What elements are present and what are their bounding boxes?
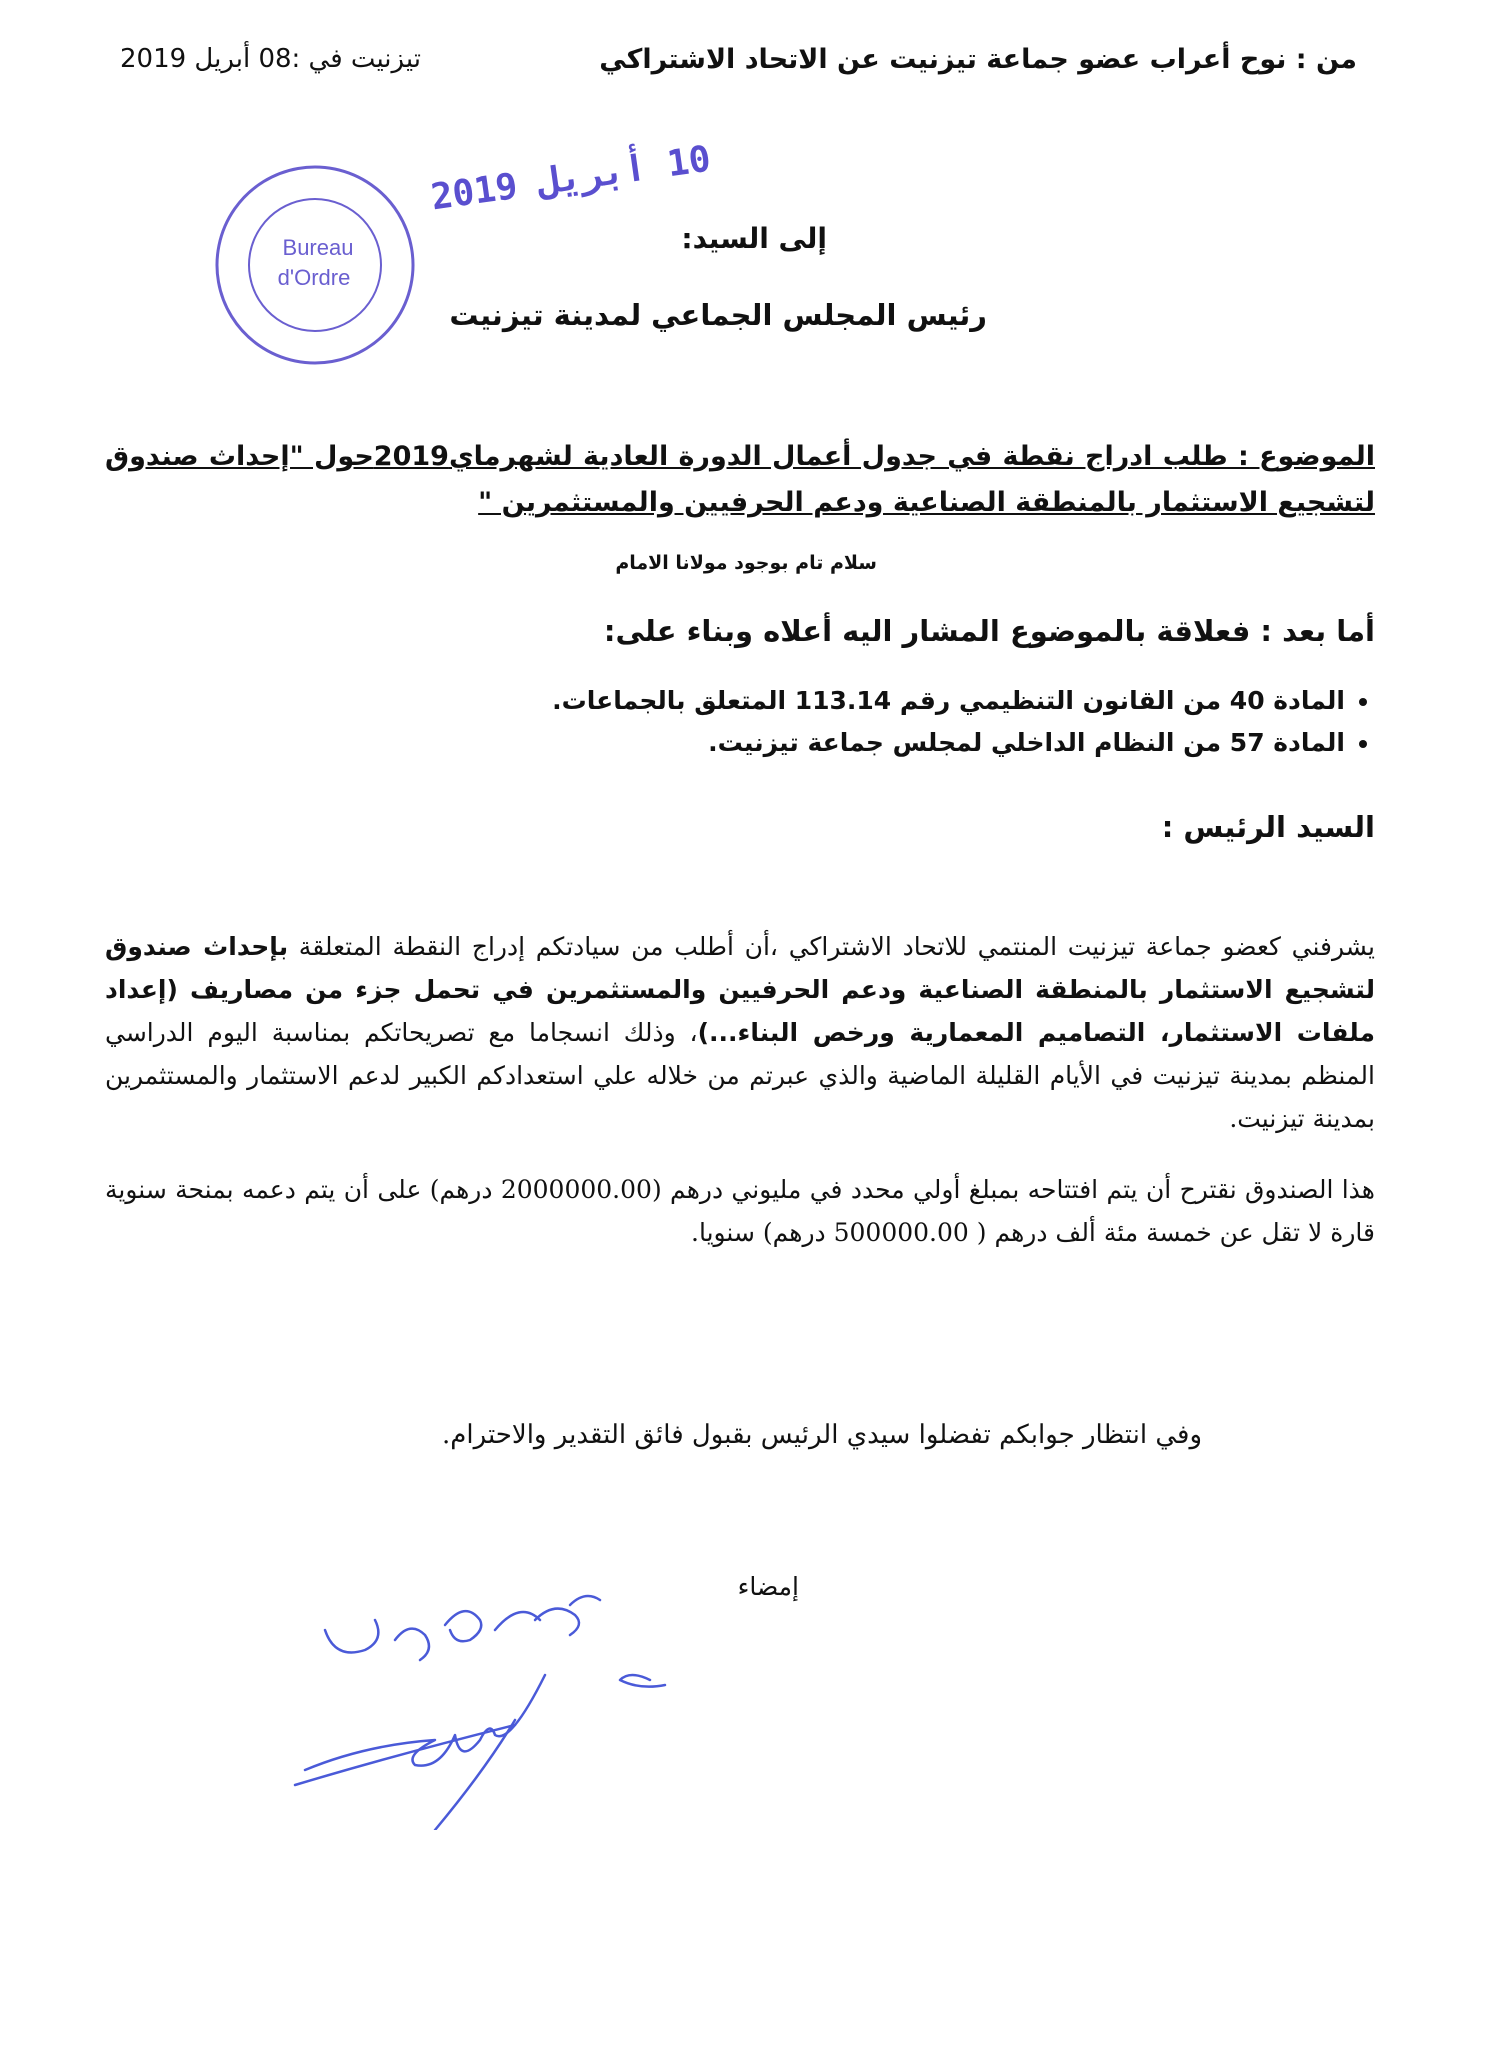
letter-date: تيزنيت في :08 أبريل 2019: [120, 44, 421, 74]
addressee: السيد الرئيس :: [1161, 810, 1375, 844]
bureau-dordre-stamp: [210, 160, 420, 370]
paragraph-text: يشرفني كعضو جماعة تيزنيت المنتمي للاتحاد الاشتراكي ،أن أطلب من سيادتكم إدراج النقطة المتعلقة: [288, 932, 1376, 961]
greeting: سلام تام بوجود مولانا الامام: [615, 552, 877, 574]
legal-articles-list: [552, 680, 1375, 764]
recipient-name: رئيس المجلس الجماعي لمدينة تيزنيت: [449, 298, 987, 332]
paragraph-text: ، وذلك انسجاما مع تصريحاتكم بمناسبة اليوم الدراسي المنظم بمدينة تيزنيت في الأيام القليلة الماضية والذي عبرتم من خلاله علي استعدادكم الكبير لدعم الاستثمار والمستثمرين بمدينة تيزنيت.: [105, 1018, 1375, 1133]
list-item: • المادة 57 من النظام الداخلي لمجلس جماعة تيزنيت.: [552, 722, 1345, 764]
recipient-label: إلى السيد:: [681, 222, 827, 255]
list-item: • المادة 40 من القانون التنظيمي رقم 113.14 المتعلق بالجماعات.: [552, 680, 1345, 722]
subject-line: الموضوع : طلب ادراج نقطة في جدول أعمال الدورة العادية لشهرماي2019حول "إحداث صندوق لتشجيع الاستثمار بالمنطقة الصناعية ودعم الحرفيين والمستثمرين ": [105, 441, 1375, 518]
stamp-seal-line2: d'Ordre: [277, 265, 351, 290]
body-paragraph-2: هذا الصندوق نقترح أن يتم افتتاحه بمبلغ أولي محدد في مليوني درهم (2000000.00 درهم) على أن يتم دعمه بمنحة سنوية قارة لا تقل عن خمسة مئة ألف درهم ( 500000.00 درهم) سنويا.: [105, 1175, 1375, 1247]
stamp-seal-line1: Bureau: [282, 235, 354, 260]
paragraph-bold-text: بإحداث صندوق لتشجيع الاستثمار بالمنطقة الصناعية ودعم الحرفيين والمستثمرين في تحمل جزء من مصاريف (إعداد ملفات الاستثمار، التصاميم المعمارية ورخص البناء...): [105, 932, 1375, 1047]
closing-line: وفي انتظار جوابكم تفضلوا سيدي الرئيس بقبول فائق التقدير والاحترام.: [442, 1420, 1202, 1450]
intro-line: أما بعد : فعلاقة بالموضوع المشار اليه أعلاه وبناء على:: [603, 614, 1375, 648]
sender-line: من : نوح أعراب عضو جماعة تيزنيت عن الاتحاد الاشتراكي: [599, 44, 1357, 75]
handwritten-signature: [285, 1570, 705, 1830]
stamp-date: 10 أبريل 2019: [428, 138, 714, 219]
body-paragraph-1: [105, 925, 1375, 1140]
signature-label: إمضاء: [737, 1572, 799, 1601]
